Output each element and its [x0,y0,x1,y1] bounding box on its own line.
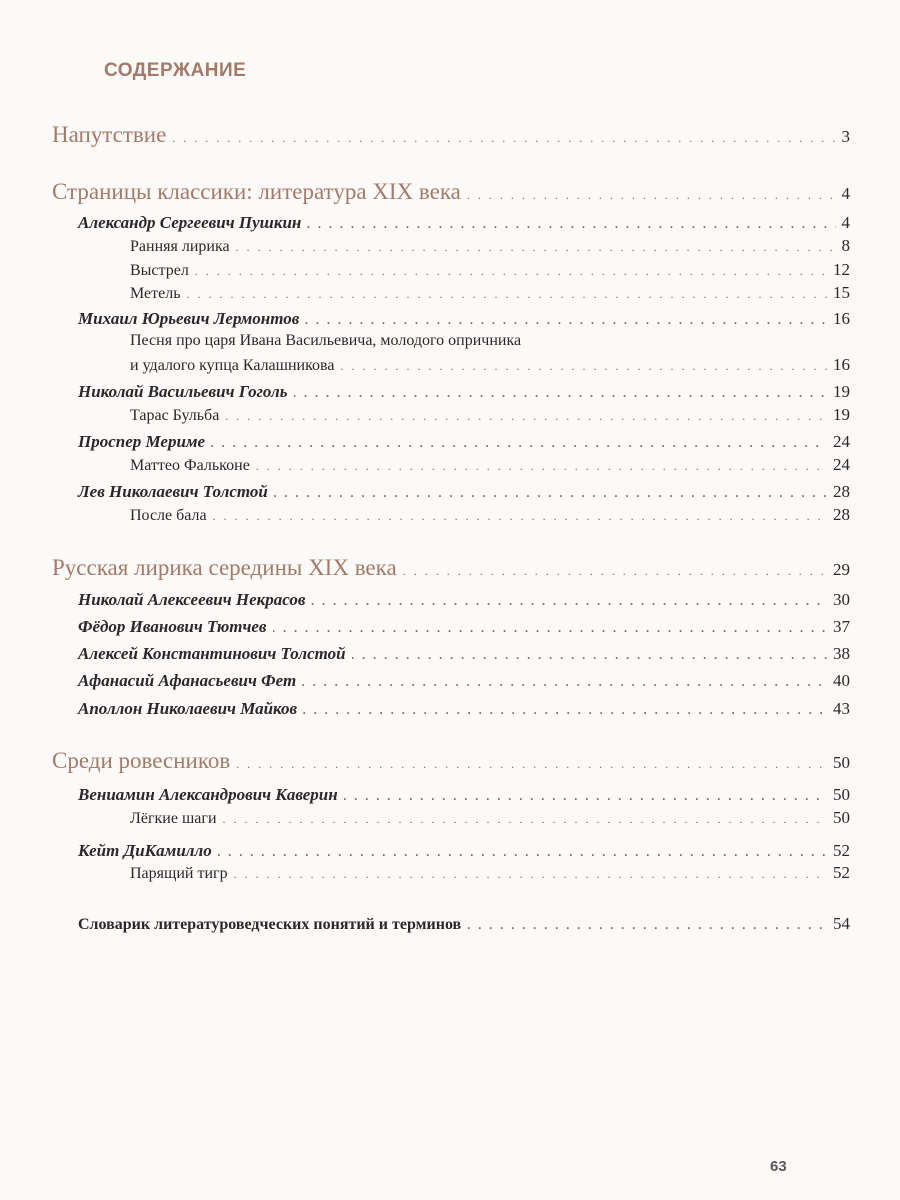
dot-leader [341,359,828,374]
toc-work-pesnya-line1[interactable]: Песня про царя Ивана Васильевича, молодого опричника [130,332,522,349]
toc-work-matteo-falkone[interactable] [0,455,850,475]
toc-entry-page: 12 [833,260,850,279]
toc-entry-page: 4 [841,184,850,203]
toc-entry-title: После бала [130,507,207,524]
toc-entry-title: Александр Сергеевич Пушкин [78,213,302,232]
toc-entry-title: Маттео Фальконе [130,457,250,474]
toc-entry-title: Парящий тигр [130,865,228,882]
toc-entry-page: 54 [833,914,850,933]
dot-leader [403,564,827,579]
toc-author-dicamillo[interactable] [0,841,850,861]
toc-entry-page: 24 [833,432,850,451]
toc-entry-title: Аполлон Николаевич Майков [78,699,298,718]
toc-entry-title: Вениамин Александрович Каверин [78,785,338,804]
toc-entry-title: Тарас Бульба [130,407,220,424]
toc-work-paryashchiy-tigr[interactable] [0,863,850,883]
dot-leader [218,845,827,860]
dot-leader [273,621,827,636]
dot-leader [234,867,827,882]
toc-entry-title: Страницы классики: литература XIX века [52,179,461,204]
toc-entry-page: 28 [833,482,850,501]
dot-leader [467,918,827,933]
toc-author-merime[interactable] [0,432,850,452]
dot-leader [187,287,828,302]
toc-section-classics[interactable] [0,179,850,205]
toc-author-ak-tolstoy[interactable] [0,644,850,664]
dot-leader [256,459,827,474]
toc-entry-page: 52 [833,841,850,860]
toc-entry-page: 16 [833,309,850,328]
toc-entry-title: Напутствие [52,122,167,147]
toc-entry-page: 15 [833,283,850,302]
toc-entry-page: 19 [833,405,850,424]
toc-entry-page: 50 [833,753,850,772]
toc-entry-page: 28 [833,505,850,524]
toc-entry-page: 3 [841,127,850,146]
toc-entry-page: 30 [833,590,850,609]
toc-entry-page: 4 [841,213,850,232]
toc-work-vystrel[interactable] [0,260,850,280]
dot-leader [307,217,835,232]
toc-author-fet[interactable] [0,671,850,691]
toc-work-pesnya[interactable] [0,355,850,375]
toc-entry-title: Лёгкие шаги [130,810,217,827]
toc-entry-page: 38 [833,644,850,663]
dot-leader [236,240,836,255]
toc-entry-title: Фёдор Иванович Тютчев [78,617,267,636]
toc-entry-title: Среди ровесников [52,748,231,773]
dot-leader [467,188,836,203]
toc-entry-title: Словарик литературоведческих понятий и терминов [78,916,462,933]
toc-entry-page: 43 [833,699,850,718]
toc-entry-title: и удалого купца Калашникова [130,357,335,374]
toc-author-tolstoy[interactable] [0,482,850,502]
toc-glossary[interactable] [0,914,850,934]
toc-section-rovesniki[interactable] [0,748,850,774]
toc-entry-title: Ранняя лирика [130,238,230,255]
dot-leader [303,703,827,718]
toc-entry-title: Метель [130,285,181,302]
toc-entry-page: 16 [833,355,850,374]
toc-entry-title: Николай Алексеевич Некрасов [78,590,306,609]
dot-leader [225,409,827,424]
toc-entry-page: 24 [833,455,850,474]
toc-entry-title: Афанасий Афанасьевич Фет [78,671,297,690]
toc-entry-page: 29 [833,560,850,579]
dot-leader [311,594,827,609]
toc-entry-title: Михаил Юрьевич Лермонтов [78,309,300,328]
toc-author-kaverin[interactable] [0,785,850,805]
toc-entry-page: 40 [833,671,850,690]
page-title: СОДЕРЖАНИЕ [104,60,247,81]
toc-entry-page: 8 [841,236,850,255]
toc-entry-page: 50 [833,785,850,804]
toc-entry-page: 52 [833,863,850,882]
toc-entry-page: 50 [833,808,850,827]
dot-leader [195,264,827,279]
dot-leader [211,436,827,451]
toc-entry-title: Николай Васильевич Гоголь [78,382,288,401]
dot-leader [236,757,827,772]
toc-work-rannyaya-lirika[interactable] [0,236,850,256]
dot-leader [274,486,827,501]
toc-author-pushkin[interactable] [0,213,850,233]
dot-leader [213,509,827,524]
toc-entry-title: Лев Николаевич Толстой [78,482,268,501]
toc-entry-page: 37 [833,617,850,636]
toc-author-nekrasov[interactable] [0,590,850,610]
dot-leader [352,648,827,663]
toc-work-metel[interactable] [0,283,850,303]
toc-entry-title: Проспер Мериме [78,432,206,451]
toc-entry-title: Алексей Константинович Толстой [78,644,346,663]
toc-work-posle-bala[interactable] [0,505,850,525]
dot-leader [223,812,828,827]
dot-leader [294,386,828,401]
toc-entry-title: Русская лирика середины XIX века [52,555,397,580]
toc-author-maykov[interactable] [0,699,850,719]
toc-author-lermontov[interactable] [0,309,850,329]
page-number: 63 [770,1158,787,1175]
toc-entry-page: 19 [833,382,850,401]
toc-entry-title: Кейт ДиКамилло [78,841,212,860]
toc-section-lirika[interactable] [0,555,850,581]
dot-leader [305,313,827,328]
toc-entry-title: Выстрел [130,262,189,279]
dot-leader [344,789,827,804]
toc-section-naputstvie[interactable] [0,122,850,148]
toc-author-tyutchev[interactable] [0,617,850,637]
dot-leader [302,675,827,690]
dot-leader [172,131,835,146]
toc-author-gogol[interactable] [0,382,850,402]
toc-work-taras-bulba[interactable] [0,405,850,425]
toc-work-legkie-shagi[interactable] [0,808,850,828]
